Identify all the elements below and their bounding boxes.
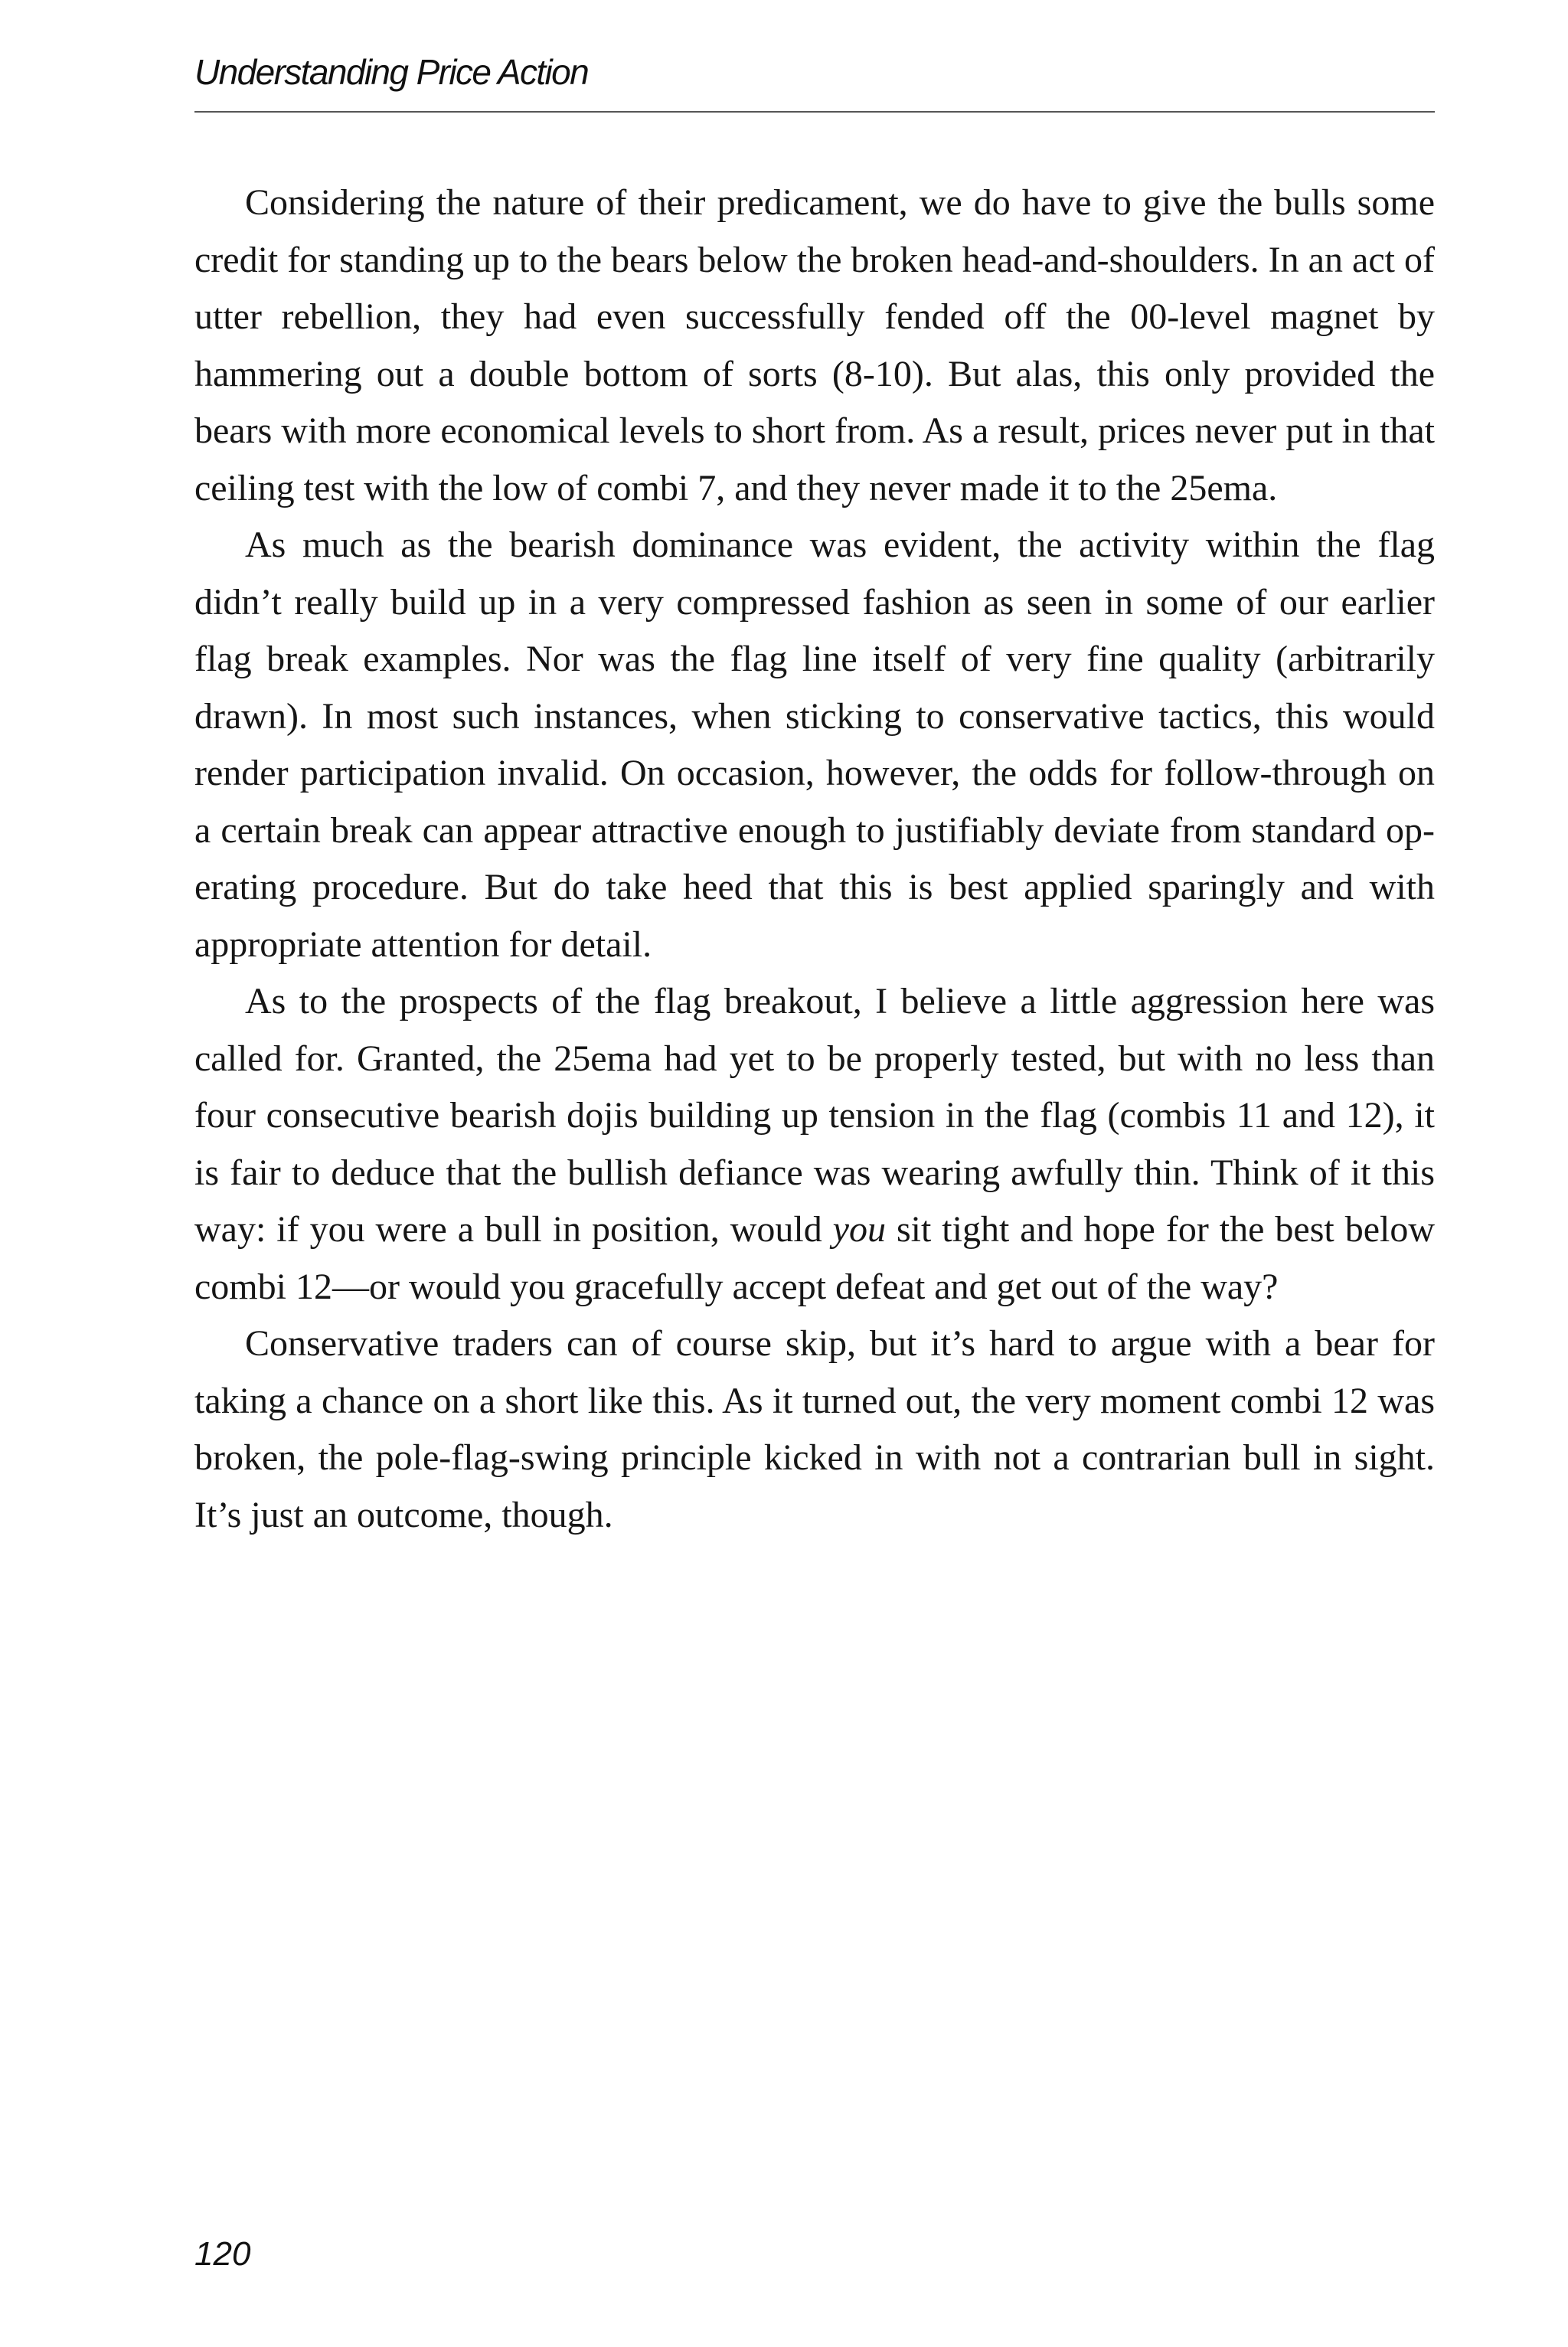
paragraph-3-text-before: As to the prospects of the flag breakout, I believe a little aggression here was called for. Granted, the 25ema had yet to be properly tested, but with no less than four consecutive bearish dojis building up tension in the flag (combis 11 and 12), it is fair to deduce that the bullish defiance was wearing awfully thin. Think of it this way: if you were a bull in position, would [194,981,1435,1250]
running-head-title: Understanding Price Action [194,52,589,92]
body-text [194,175,1435,1544]
page-number: 120 [194,2235,251,2273]
paragraph-3 [194,973,1435,1316]
paragraph-3-emphasis: you [832,1209,886,1250]
header-rule [194,111,1435,113]
paragraph-1: Considering the nature of their predicament, we do have to give the bulls some credit for standing up to the bears below the broken head-and-shoulders. In an act of utter rebellion, they had even successfully fended off the 00-level magnet by hammering out a double bottom of sorts (8-10). But alas, this only provided the bears with more economical levels to short from. As a result, prices never put in that ceiling test with the low of combi 7, and they never made it to the 25ema. [194,182,1435,508]
paragraph-4: Conservative traders can of course skip, but it’s hard to argue with a bear for taking a chance on a short like this. As it turned out, the very moment combi 12 was broken, the pole-flag-swing principle kicked in with not a contrarian bull in sight. It’s just an outcome, though. [194,1323,1435,1535]
paragraph-2: As much as the bearish dominance was evident, the activity within the flag didn’t really build up in a very compressed fashion as seen in some of our earlier flag break examples. Nor was the flag line itself of very fine quality (arbitrarily drawn). In most such instances, when sticking to conservative tactics, this would render participation invalid. On occasion, however, the odds for follow-through on a certain break can appear attractive enough to justifiably deviate from standard operating procedure. But do take heed that this is best applied sparingly and with appropriate attention for detail. [194,525,1435,965]
paragraph-3-text-after: sit tight and hope for the best below combi 12—or would you gracefully accept defeat and get out of the way? [194,1209,1435,1307]
